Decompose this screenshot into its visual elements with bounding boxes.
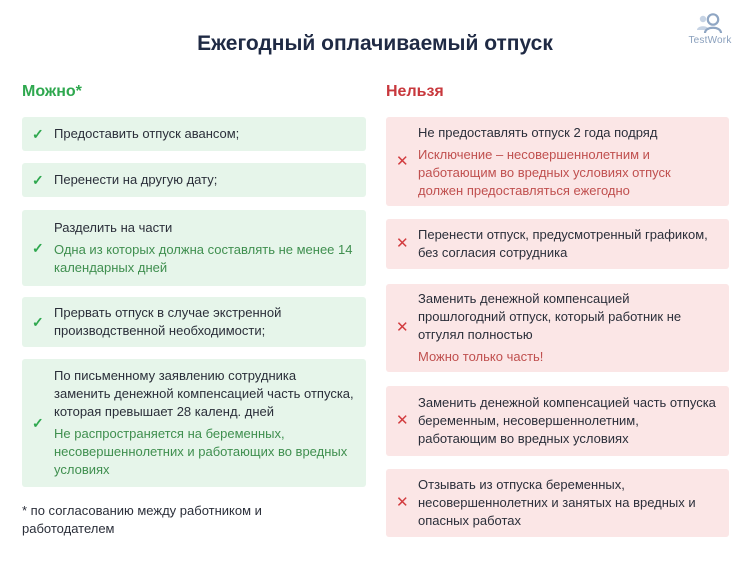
forbidden-item-note: Можно только часть!	[418, 349, 544, 364]
check-icon: ✓	[32, 240, 44, 256]
footnote: * по согласованию между работником и работодателем	[22, 503, 262, 536]
forbidden-item-text: Заменить денежной компенсацией часть отпуска беременным, несовершеннолетним, работающим во вредных условиях	[418, 395, 716, 446]
cross-icon: ✕	[396, 152, 409, 170]
forbidden-item-text: Заменить денежной компенсацией прошлогодний отпуск, который работник не отгулял полностью	[418, 291, 682, 342]
allowed-item-note: Не распространяется на беременных, несовершеннолетних и работающих во вредных условиях	[54, 426, 348, 477]
allowed-item	[22, 117, 366, 151]
allowed-item-text: По письменному заявлению сотрудника заменить денежной компенсацией часть отпуска, которая превышает 28 календ. дней	[54, 368, 354, 419]
cross-icon: ✕	[396, 319, 409, 336]
forbidden-item-text: Отзывать из отпуска беременных, несовершеннолетних и занятых на вредных и опасных работах	[418, 477, 696, 528]
allowed-heading: Можно*	[22, 83, 82, 100]
allowed-item-text: Перенести на другую дату;	[54, 172, 218, 187]
check-icon: ✓	[32, 172, 44, 188]
allowed-item-text: Прервать отпуск в случае экстренной производственной необходимости;	[54, 305, 282, 338]
allowed-item-text: Предоставить отпуск авансом;	[54, 126, 240, 141]
forbidden-heading: Нельзя	[386, 83, 444, 100]
allowed-item-text: Разделить на части	[54, 220, 173, 235]
check-icon: ✓	[32, 415, 44, 431]
forbidden-item-text: Не предоставлять отпуск 2 года подряд	[418, 124, 658, 140]
check-icon: ✓	[32, 126, 44, 142]
forbidden-item	[386, 386, 729, 456]
forbidden-item-note: Исключение – несовершеннолетним и работающим во вредных условиях отпуск должен предоставляться ежегодно	[418, 146, 671, 198]
people-icon	[695, 12, 725, 34]
page-title: Ежегодный оплачиваемый отпуск	[197, 32, 553, 55]
forbidden-item	[386, 117, 729, 206]
forbidden-item	[386, 284, 729, 372]
allowed-item-note: Одна из которых должна составлять не менее 14 календарных дней	[54, 242, 353, 275]
allowed-item	[22, 163, 366, 197]
cross-icon: ✕	[396, 494, 409, 511]
allowed-item	[22, 359, 366, 487]
forbidden-item	[386, 219, 729, 269]
logo-text: TestWork	[688, 35, 732, 46]
allowed-item	[22, 210, 366, 286]
check-icon: ✓	[32, 314, 44, 330]
forbidden-item-text: Перенести отпуск, предусмотренный графиком, без согласия сотрудника	[418, 227, 708, 260]
cross-icon: ✕	[396, 412, 409, 429]
forbidden-item	[386, 469, 729, 537]
allowed-item	[22, 297, 366, 347]
testwork-logo	[681, 12, 739, 46]
cross-icon: ✕	[396, 235, 409, 252]
